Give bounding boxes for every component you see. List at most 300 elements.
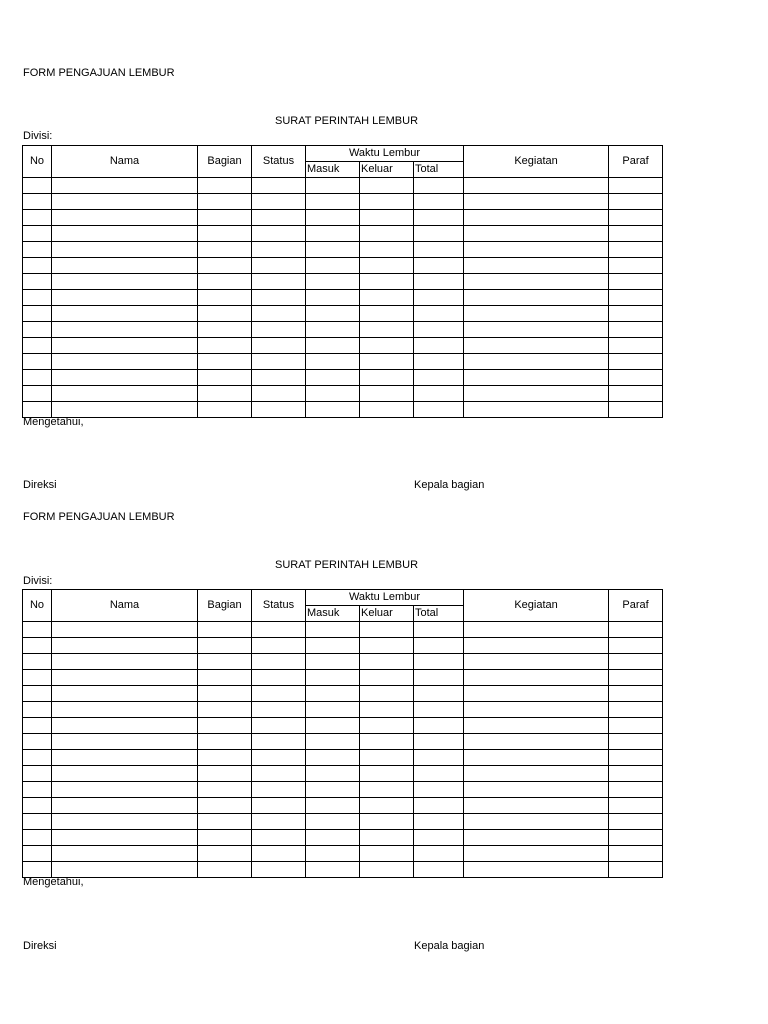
table-cell[interactable] [198,798,252,814]
table-cell[interactable] [52,718,198,734]
table-cell[interactable] [198,750,252,766]
table-cell[interactable] [23,702,52,718]
table-cell[interactable] [52,242,198,258]
table-cell[interactable] [23,846,52,862]
table-cell[interactable] [360,194,414,210]
table-cell[interactable] [464,386,609,402]
table-row [23,370,663,386]
table-cell[interactable] [464,322,609,338]
table-cell[interactable] [52,306,198,322]
table-cell[interactable] [198,766,252,782]
table-cell[interactable] [23,178,52,194]
table-cell[interactable] [52,846,198,862]
table-cell[interactable] [198,274,252,290]
table-cell[interactable] [414,718,464,734]
table-cell[interactable] [414,638,464,654]
table-cell[interactable] [23,750,52,766]
table-cell[interactable] [464,846,609,862]
table-cell[interactable] [198,862,252,878]
table-cell[interactable] [464,258,609,274]
table-cell[interactable] [464,734,609,750]
table-cell[interactable] [360,322,414,338]
table-cell[interactable] [609,846,663,862]
table-cell[interactable] [52,290,198,306]
table-cell[interactable] [198,242,252,258]
table-cell[interactable] [252,798,306,814]
table-cell[interactable] [306,702,360,718]
table-cell[interactable] [464,622,609,638]
table-cell[interactable] [23,386,52,402]
table-cell[interactable] [252,814,306,830]
table-cell[interactable] [360,830,414,846]
table-cell[interactable] [414,750,464,766]
table-cell[interactable] [306,354,360,370]
table-cell[interactable] [23,258,52,274]
table-cell[interactable] [23,830,52,846]
table-cell[interactable] [360,750,414,766]
table-cell[interactable] [52,686,198,702]
table-cell[interactable] [464,798,609,814]
table-cell[interactable] [360,290,414,306]
table-cell[interactable] [360,718,414,734]
table-cell[interactable] [360,862,414,878]
table-cell[interactable] [609,354,663,370]
table-cell[interactable] [306,258,360,274]
table-cell[interactable] [464,210,609,226]
table-cell[interactable] [414,258,464,274]
table-cell[interactable] [306,638,360,654]
table-cell[interactable] [360,370,414,386]
table-cell[interactable] [464,178,609,194]
table-row [23,290,663,306]
table-cell[interactable] [252,178,306,194]
mengetahui-2: Mengetahui, [23,876,84,888]
table-cell[interactable] [23,306,52,322]
table-cell[interactable] [609,638,663,654]
table-cell[interactable] [609,798,663,814]
table-cell[interactable] [464,702,609,718]
table-cell[interactable] [198,718,252,734]
table-row [23,702,663,718]
table-cell[interactable] [252,654,306,670]
table-cell[interactable] [252,766,306,782]
table-cell[interactable] [252,290,306,306]
table-cell[interactable] [306,322,360,338]
table-cell[interactable] [252,242,306,258]
table-cell[interactable] [414,734,464,750]
table-cell[interactable] [414,814,464,830]
table-cell[interactable] [609,306,663,322]
table-cell[interactable] [252,306,306,322]
table-cell[interactable] [609,178,663,194]
header-nama: Nama [52,590,198,622]
table-cell[interactable] [360,386,414,402]
table-cell[interactable] [360,702,414,718]
table-cell[interactable] [464,670,609,686]
table-cell[interactable] [23,686,52,702]
table-cell[interactable] [609,686,663,702]
surat-title-2: SURAT PERINTAH LEMBUR [275,559,419,571]
table-cell[interactable] [609,862,663,878]
table-row [23,750,663,766]
table-cell[interactable] [198,814,252,830]
table-cell[interactable] [23,734,52,750]
header-kegiatan: Kegiatan [464,146,609,178]
table-cell[interactable] [306,210,360,226]
table-cell[interactable] [414,402,464,418]
table-cell[interactable] [360,766,414,782]
table-cell[interactable] [52,814,198,830]
table-cell[interactable] [252,846,306,862]
table-cell[interactable] [252,226,306,242]
table-cell[interactable] [306,226,360,242]
table-cell[interactable] [414,862,464,878]
table-cell[interactable] [252,638,306,654]
table-cell[interactable] [414,798,464,814]
table-row [23,846,663,862]
table-cell[interactable] [609,194,663,210]
table-cell[interactable] [252,830,306,846]
header-status: Status [252,146,306,178]
table-cell[interactable] [23,654,52,670]
table-cell[interactable] [23,210,52,226]
table-cell[interactable] [609,370,663,386]
table-cell[interactable] [609,830,663,846]
table-cell[interactable] [23,354,52,370]
table-cell[interactable] [306,306,360,322]
table-cell[interactable] [198,178,252,194]
table-cell[interactable] [23,274,52,290]
table-cell[interactable] [252,370,306,386]
table-cell[interactable] [52,226,198,242]
table-cell[interactable] [252,354,306,370]
table-cell[interactable] [198,622,252,638]
table-cell[interactable] [52,338,198,354]
table-cell[interactable] [306,274,360,290]
table-cell[interactable] [464,306,609,322]
table-cell[interactable] [23,766,52,782]
table-cell[interactable] [414,242,464,258]
table-cell[interactable] [414,226,464,242]
table-cell[interactable] [23,638,52,654]
table-cell[interactable] [414,766,464,782]
table-cell[interactable] [464,370,609,386]
table-cell[interactable] [198,638,252,654]
table-cell[interactable] [198,210,252,226]
table-cell[interactable] [609,654,663,670]
table-cell[interactable] [306,734,360,750]
table-cell[interactable] [360,654,414,670]
table-cell[interactable] [306,798,360,814]
table-cell[interactable] [360,686,414,702]
table-cell[interactable] [609,702,663,718]
table-cell[interactable] [252,702,306,718]
table-cell[interactable] [52,670,198,686]
header-paraf: Paraf [609,146,663,178]
table-cell[interactable] [306,290,360,306]
table-cell[interactable] [52,178,198,194]
table-cell[interactable] [609,242,663,258]
table-cell[interactable] [609,622,663,638]
table-cell[interactable] [609,814,663,830]
table-cell[interactable] [609,210,663,226]
header-total: Total [414,162,464,178]
table-cell[interactable] [23,194,52,210]
table-cell[interactable] [198,830,252,846]
table-cell[interactable] [52,638,198,654]
table-cell[interactable] [464,750,609,766]
table-cell[interactable] [306,402,360,418]
header-waktu-lembur: Waktu Lembur [306,590,464,606]
table-cell[interactable] [252,258,306,274]
form-title-1: FORM PENGAJUAN LEMBUR [23,67,175,79]
table-cell[interactable] [306,862,360,878]
table-cell[interactable] [414,846,464,862]
table-cell[interactable] [360,178,414,194]
table-cell[interactable] [306,194,360,210]
table-cell[interactable] [198,370,252,386]
table-cell[interactable] [252,194,306,210]
table-cell[interactable] [464,766,609,782]
table-cell[interactable] [414,210,464,226]
table-cell[interactable] [23,798,52,814]
table-cell[interactable] [306,766,360,782]
table-cell[interactable] [198,226,252,242]
table-cell[interactable] [414,370,464,386]
table-cell[interactable] [609,322,663,338]
table-cell[interactable] [414,386,464,402]
table-cell[interactable] [464,718,609,734]
table-cell[interactable] [23,670,52,686]
table-cell[interactable] [198,354,252,370]
header-total: Total [414,606,464,622]
table-cell[interactable] [306,846,360,862]
table-cell[interactable] [464,194,609,210]
table-cell[interactable] [198,846,252,862]
table-cell[interactable] [198,686,252,702]
table-cell[interactable] [52,194,198,210]
table-cell[interactable] [198,338,252,354]
table-cell[interactable] [52,622,198,638]
table-cell[interactable] [252,622,306,638]
table-cell[interactable] [306,370,360,386]
table-cell[interactable] [414,194,464,210]
table-cell[interactable] [360,242,414,258]
table-cell[interactable] [414,178,464,194]
table-cell[interactable] [360,734,414,750]
table-cell[interactable] [414,338,464,354]
table-cell[interactable] [464,654,609,670]
table-row [23,798,663,814]
table-cell[interactable] [464,830,609,846]
table-cell[interactable] [198,782,252,798]
table-cell[interactable] [609,734,663,750]
table-cell[interactable] [306,622,360,638]
header-masuk: Masuk [306,606,360,622]
table-cell[interactable] [23,226,52,242]
table-cell[interactable] [198,702,252,718]
table-cell[interactable] [609,782,663,798]
table-cell[interactable] [609,258,663,274]
table-cell[interactable] [306,686,360,702]
table-cell[interactable] [198,734,252,750]
table-cell[interactable] [52,830,198,846]
table-cell[interactable] [360,226,414,242]
table-cell[interactable] [609,402,663,418]
table-cell[interactable] [609,226,663,242]
table-cell[interactable] [306,670,360,686]
table-cell[interactable] [360,670,414,686]
table-cell[interactable] [198,322,252,338]
direksi-2: Direksi [23,940,57,952]
table-cell[interactable] [360,306,414,322]
table-cell[interactable] [23,718,52,734]
table-cell[interactable] [414,274,464,290]
table-cell[interactable] [52,322,198,338]
table-cell[interactable] [464,686,609,702]
table-cell[interactable] [252,274,306,290]
table-cell[interactable] [609,338,663,354]
table-cell[interactable] [360,354,414,370]
table-cell[interactable] [198,290,252,306]
table-cell[interactable] [609,274,663,290]
table-cell[interactable] [414,354,464,370]
table-cell[interactable] [306,830,360,846]
table-cell[interactable] [198,670,252,686]
table-cell[interactable] [252,338,306,354]
table-cell[interactable] [609,386,663,402]
table-cell[interactable] [414,322,464,338]
table-cell[interactable] [23,782,52,798]
table-cell[interactable] [414,290,464,306]
table-cell[interactable] [360,258,414,274]
table-cell[interactable] [252,670,306,686]
header-masuk: Masuk [306,162,360,178]
table-cell[interactable] [464,402,609,418]
table-cell[interactable] [252,322,306,338]
table-cell[interactable] [252,402,306,418]
table-cell[interactable] [464,782,609,798]
table-cell[interactable] [306,814,360,830]
table-cell[interactable] [52,702,198,718]
table-cell[interactable] [306,750,360,766]
table-cell[interactable] [52,354,198,370]
table-cell[interactable] [252,750,306,766]
table-cell[interactable] [414,830,464,846]
table-cell[interactable] [52,258,198,274]
table-cell[interactable] [360,274,414,290]
table-cell[interactable] [360,798,414,814]
lembur-table-1 [22,145,663,418]
table-cell[interactable] [464,354,609,370]
table-cell[interactable] [609,750,663,766]
table-cell[interactable] [360,638,414,654]
table-cell[interactable] [23,322,52,338]
table-cell[interactable] [252,862,306,878]
table-cell[interactable] [198,306,252,322]
table-cell[interactable] [23,370,52,386]
table-cell[interactable] [609,718,663,734]
table-cell[interactable] [52,750,198,766]
kepala-bagian-1: Kepala bagian [414,479,485,491]
table-cell[interactable] [306,654,360,670]
table-cell[interactable] [360,622,414,638]
table-cell[interactable] [306,718,360,734]
table-cell[interactable] [23,338,52,354]
table-cell[interactable] [464,242,609,258]
table-cell[interactable] [252,686,306,702]
table-cell[interactable] [360,846,414,862]
table-cell[interactable] [414,670,464,686]
table-cell[interactable] [198,654,252,670]
table-cell[interactable] [23,814,52,830]
table-cell[interactable] [198,386,252,402]
table-cell[interactable] [464,814,609,830]
table-cell[interactable] [23,290,52,306]
table-cell[interactable] [414,702,464,718]
table-cell[interactable] [198,258,252,274]
table-cell[interactable] [609,290,663,306]
table-cell[interactable] [464,274,609,290]
kepala-bagian-2: Kepala bagian [414,940,485,952]
table-cell[interactable] [252,782,306,798]
table-cell[interactable] [198,402,252,418]
table-cell[interactable] [414,306,464,322]
table-cell[interactable] [414,686,464,702]
table-cell[interactable] [360,782,414,798]
table-cell[interactable] [23,622,52,638]
table-cell[interactable] [306,782,360,798]
table-cell[interactable] [252,386,306,402]
table-cell[interactable] [52,274,198,290]
table-cell[interactable] [52,386,198,402]
table-cell[interactable] [198,194,252,210]
table-cell[interactable] [414,654,464,670]
table-cell[interactable] [306,338,360,354]
table-cell[interactable] [252,210,306,226]
table-cell[interactable] [464,290,609,306]
table-cell[interactable] [360,210,414,226]
direksi-1: Direksi [23,479,57,491]
table-cell[interactable] [464,338,609,354]
table-cell[interactable] [464,862,609,878]
table-cell[interactable] [609,670,663,686]
table-cell[interactable] [360,402,414,418]
table-cell[interactable] [360,338,414,354]
table-cell[interactable] [52,734,198,750]
table-cell[interactable] [252,734,306,750]
table-cell[interactable] [52,210,198,226]
table-cell[interactable] [464,638,609,654]
table-cell[interactable] [252,718,306,734]
header-nama: Nama [52,146,198,178]
table-cell[interactable] [306,242,360,258]
table-cell[interactable] [23,242,52,258]
table-cell[interactable] [609,766,663,782]
table-cell[interactable] [52,782,198,798]
table-row [23,686,663,702]
table-cell[interactable] [52,370,198,386]
table-cell[interactable] [360,814,414,830]
table-cell[interactable] [52,654,198,670]
table-cell[interactable] [52,766,198,782]
table-cell[interactable] [414,622,464,638]
table-cell[interactable] [464,226,609,242]
table-cell[interactable] [52,798,198,814]
table-cell[interactable] [306,178,360,194]
table-cell[interactable] [306,386,360,402]
table-cell[interactable] [414,782,464,798]
